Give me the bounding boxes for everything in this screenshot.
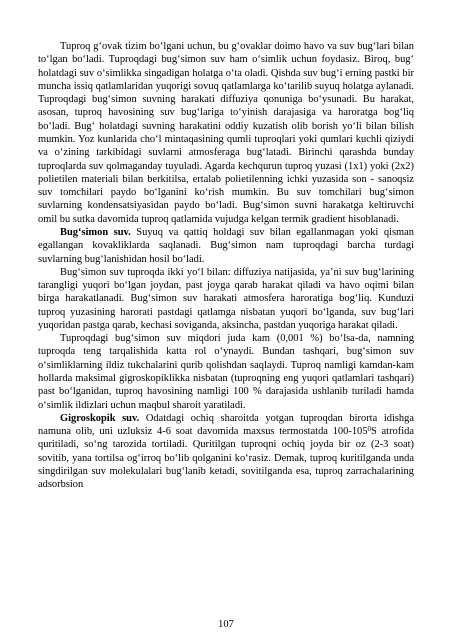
paragraph-vapor-intro [38, 40, 414, 226]
paragraph-text: Tuproqdagi bug‘simon suv miqdori juda kam (0,001 %) bo‘lsa-da, namning tuproqda teng tarqalishida katta rol o‘ynaydi. Bundan tashqari, bug‘simon suv o‘simliklarning ildiz tukchalarini qurib qolishdan saqlaydi. Tuproq namligi kamdan-kam hollarda maksimal gigroskopiklikka nisbatan (tuproqning eng yuqori qatlamlari tashqari) past bo‘lganidan, tuproq havosining namligi 100 % darajasida ushlanib turiladi hamda o‘simlik ildizlari uchun maqbul sharoit yaratiladi. [38, 333, 414, 411]
paragraph-text: Suyuq va qattiq holdagi suv bilan egallanmagan yoki qisman egallangan kovakliklarda saqlanadi. Bug‘simon nam tuproqdagi barcha turdagi suvlarning bug‘lanishidan hosil bo‘ladi. [38, 226, 414, 265]
paragraph-text: Odatdagi ochiq sharoitda yotgan tuproqdan birorta idishga namuna olib, uni uzluksiz 4-6 soat davomida maxsus termostatda 100-105 [38, 412, 414, 438]
page-number: 107 [218, 619, 234, 630]
paragraph-text-continued: S atrofida quritiladi, so‘ng tarozida tortiladi. Quritilgan tuproqni ochiq joyda bir oz (2-3 soat) sovitib, yana tortilsa og‘irroq bo‘lib qolganini ko‘rasiz. Demak, tuproq kuritilganda unda singdirilgan suv molekulalari bug‘lanib ketadi, sovitilganda esa, tuproq zarrachalarining adsorbsion [38, 426, 414, 491]
paragraph-text: Bug‘simon suv tuproqda ikki yo‘l bilan: diffuziya natijasida, ya’ni suv bug‘larining tarangligi yuqori bo‘lgan joydan, past joyga qarab harakat qiladi va havo oqimi bilan birga harakatlanadi. Bug‘simon suv harakati atmosfera haroratiga bog‘liq. Kunduzi tuproq yuzasining harorati pastdagi qatlamga nisbatan yuqori bo‘lganda, suv bug‘lari yuqoridan pastga qarab, kechasi soviganda, aksincha, pastdan yuqoriga harakat qiladi. [38, 266, 414, 331]
paragraph-vapor-amount [38, 332, 414, 412]
paragraph-heading: Gigroskopik suv. [60, 412, 140, 424]
paragraph-hygroscopic-water [38, 412, 414, 492]
paragraph-text: Tuproq g‘ovak tizim bo‘lgani uchun, bu g‘ovaklar doimo havo va suv bug‘lari bilan to‘lgan bo‘ladi. Tuproqdagi bug‘simon suv ham o‘simlik uchun foydasiz. Biroq, bug‘ holatdagi suv o‘simlikka singadigan holatga o‘ta oladi. Qishda suv bug‘i erning pastki bir muncha issiq qatlamlaridan yuqorigi sovuq qatlamlarga ko‘tarilib suyuq holatga aylanadi. Tuproqdagi bug‘simon suvning harakati diffuziya qonuniga bo‘ysunadi. Bu harakat, asosan, tuproq havosining suv bug‘lariga to‘yinish darajasiga va haroratga bog‘liq bo‘ladi. Bug‘ holatdagi suvning harakatini oddiy kuzatish olib borish yo‘li bilan bilish mumkin. Yoz kunlarida cho‘l mintaqasining qumli tuproqlari yoki qumlari kuchli qiziydi va o‘zining tarkibidagi suvlarni atmosferaga bug‘latadi. Birinchi qarashda bunday tuproqlarda suv qolmaganday tuyuladi. Agarda kechqurun tuproq yuzasi (1x1) yoki (2x2) polietilen materiali bilan berkitilsa, ertalab polietilenning ichki yuzasida son - sanoqsiz suv tomchilari paydo bo‘lganini ko‘rish mumkin. Bu suv tomchilari bug‘simon suvlarning kondensatsiyasidan paydo bo‘ladi. Bug‘simon suvni harakatga keltiruvchi omil bu sutka davomida tuproq qatlamida vujudga kelgan termik gradient hisoblanadi. [38, 41, 414, 225]
superscript: 0 [367, 425, 371, 434]
paragraph-vapor-movement [38, 266, 414, 332]
document-page [38, 40, 414, 492]
paragraph-vapor-water-definition [38, 226, 414, 266]
paragraph-heading: Bug‘simon suv. [60, 226, 131, 238]
